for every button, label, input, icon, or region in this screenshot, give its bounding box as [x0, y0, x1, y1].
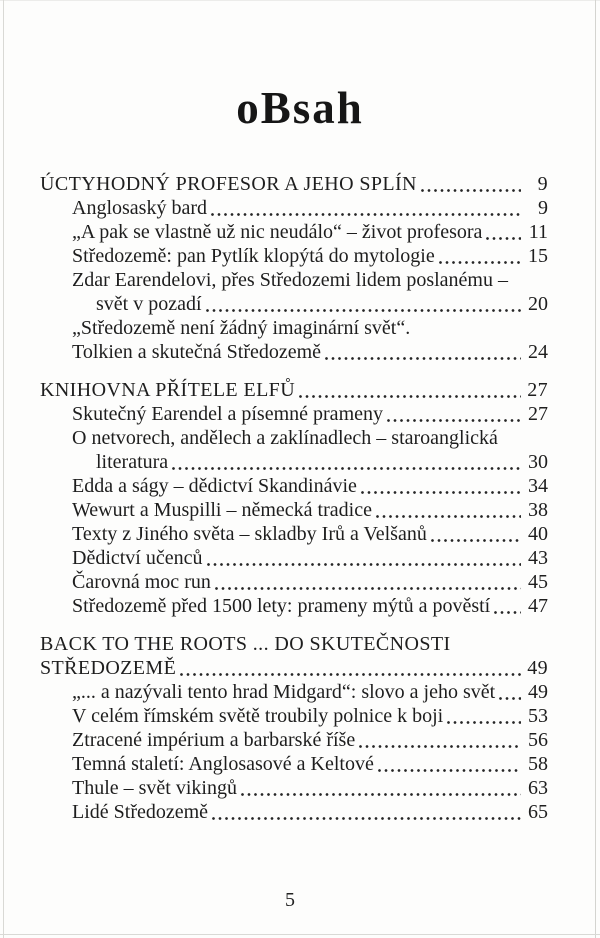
dot-leader: [431, 522, 521, 546]
toc-entry-title: Lidé Středozemě: [72, 801, 209, 823]
toc-page-number: 47: [528, 595, 548, 617]
toc-entry-title: Texty z Jiného světa – skladby Irů a Velšanů: [72, 523, 427, 545]
toc-page-number: 38: [528, 499, 548, 521]
toc-entry-title: Čarovná moc run: [72, 571, 211, 593]
toc-entry-title: literatura: [96, 451, 169, 473]
toc-entry-title: Anglosaský bard: [72, 197, 207, 219]
toc-page-number: 9: [537, 173, 548, 195]
scan-edge-right: [595, 0, 596, 938]
toc-page-number: 49: [528, 681, 548, 703]
toc-page-number: 63: [528, 777, 548, 799]
toc-entry-title: ÚCTYHODNÝ PROFESOR A JEHO SPLÍN: [40, 173, 417, 195]
dot-leader: [212, 800, 521, 824]
dot-leader: [486, 220, 521, 244]
toc-group: [40, 632, 548, 824]
toc-entry: [40, 450, 548, 474]
toc-entry-title: O netvorech, andělech a zaklínadlech – staroanglická: [72, 427, 498, 449]
toc-entry-title: Ztracené impérium a barbarské říše: [72, 729, 356, 751]
toc-entry: [40, 680, 548, 704]
toc-entry: [40, 316, 548, 340]
toc-page-number: 53: [528, 705, 548, 727]
toc-entry: [40, 570, 548, 594]
toc-page-number: 9: [538, 197, 548, 219]
toc-group: [40, 172, 548, 364]
dot-leader: [421, 172, 521, 196]
toc-page-number: 34: [528, 475, 548, 497]
toc-entry-title: Středozemě: pan Pytlík klopýtá do mytologie: [72, 245, 435, 267]
dot-leader: [494, 594, 521, 618]
toc-page-number: 15: [528, 245, 548, 267]
dot-leader: [447, 704, 521, 728]
footer-page-number: 5: [285, 889, 295, 911]
toc-entry-title: Tolkien a skutečná Středozemě: [72, 341, 322, 363]
dot-leader: [376, 498, 521, 522]
toc-entry-title: Skutečný Earendel a písemné prameny: [72, 403, 383, 425]
dot-leader: [325, 340, 521, 364]
toc-page-number: 58: [528, 753, 548, 775]
toc-entry: [40, 776, 548, 800]
dot-leader: [211, 196, 521, 220]
scan-edge-bottom: [0, 934, 600, 935]
toc-entry: [40, 220, 548, 244]
toc-entry: [40, 728, 548, 752]
toc-page-number: 45: [528, 571, 548, 593]
dot-leader: [361, 474, 521, 498]
toc-entry-title: BACK TO THE ROOTS ... DO SKUTEČNOSTI: [40, 633, 451, 655]
dot-leader: [241, 776, 521, 800]
toc-entry-title: STŘEDOZEMĚ: [40, 657, 177, 679]
toc-page-number: 40: [528, 523, 548, 545]
toc-entry-title: Wewurt a Muspilli – německá tradice: [72, 499, 372, 521]
toc-entry: [40, 594, 548, 618]
scan-edge-top: [0, 0, 600, 1]
toc-page-number: 27: [528, 403, 548, 425]
toc-entry-title: V celém římském světě troubily polnice k boji: [72, 705, 444, 727]
toc-page-number: 11: [528, 221, 548, 243]
toc-section-heading: [40, 632, 548, 656]
toc-page-number: 56: [528, 729, 548, 751]
toc-entry: [40, 800, 548, 824]
dot-leader: [207, 546, 522, 570]
toc-entry-title: Zdar Earendelovi, přes Středozemi lidem poslanému –: [72, 269, 508, 291]
dot-leader: [172, 450, 521, 474]
toc-entry-title: „A pak se vlastně už nic neudálo“ – život profesora: [72, 221, 483, 243]
toc-entry: [40, 704, 548, 728]
dot-leader: [180, 656, 521, 680]
toc-entry-title: Edda a ságy – dědictví Skandinávie: [72, 475, 357, 497]
toc-entry-title: „... a nazývali tento hrad Midgard“: slovo a jeho svět: [72, 681, 496, 703]
scan-edge-left: [3, 0, 4, 938]
toc-page-number: 65: [528, 801, 548, 823]
toc-entry-title: Dědictví učenců: [72, 547, 203, 569]
dot-leader: [215, 570, 521, 594]
toc-entry-title: Temná staletí: Anglosasové a Keltové: [72, 753, 374, 775]
toc-page-number: 24: [528, 341, 548, 363]
toc-page-number: 49: [527, 657, 548, 679]
toc-entry-title: Středozemě před 1500 lety: prameny mýtů a pověstí: [72, 595, 491, 617]
toc-entry: [40, 268, 548, 292]
toc-entry: [40, 402, 548, 426]
toc-section-heading: [40, 172, 548, 196]
toc-entry: [40, 292, 548, 316]
toc-page-number: 20: [528, 293, 548, 315]
toc-entry: [40, 426, 548, 450]
toc-entry-title: Thule – svět vikingů: [72, 777, 237, 799]
toc-entry: [40, 752, 548, 776]
dot-leader: [439, 244, 521, 268]
dot-leader: [378, 752, 521, 776]
dot-leader: [206, 292, 521, 316]
toc-group: [40, 378, 548, 618]
dot-leader: [299, 378, 521, 402]
toc-page-number: 30: [528, 451, 548, 473]
toc-page-number: 27: [527, 379, 548, 401]
page-title: oBsah: [236, 83, 364, 133]
toc-entry-title: „Středozemě není žádný imaginární svět“.: [72, 317, 411, 339]
toc-entry: [40, 244, 548, 268]
dot-leader: [499, 680, 521, 704]
toc-entry: [40, 498, 548, 522]
toc-section-heading: [40, 378, 548, 402]
dot-leader: [359, 728, 521, 752]
toc-entry: [40, 196, 548, 220]
toc-section-heading: [40, 656, 548, 680]
toc-entry: [40, 546, 548, 570]
toc-entry-title: KNIHOVNA PŘÍTELE ELFŮ: [40, 379, 296, 401]
toc-page-number: 43: [528, 547, 548, 569]
toc-entry-title: svět v pozadí: [96, 293, 202, 315]
dot-leader: [387, 402, 521, 426]
toc: [40, 172, 548, 824]
toc-entry: [40, 474, 548, 498]
toc-entry: [40, 340, 548, 364]
toc-entry: [40, 522, 548, 546]
